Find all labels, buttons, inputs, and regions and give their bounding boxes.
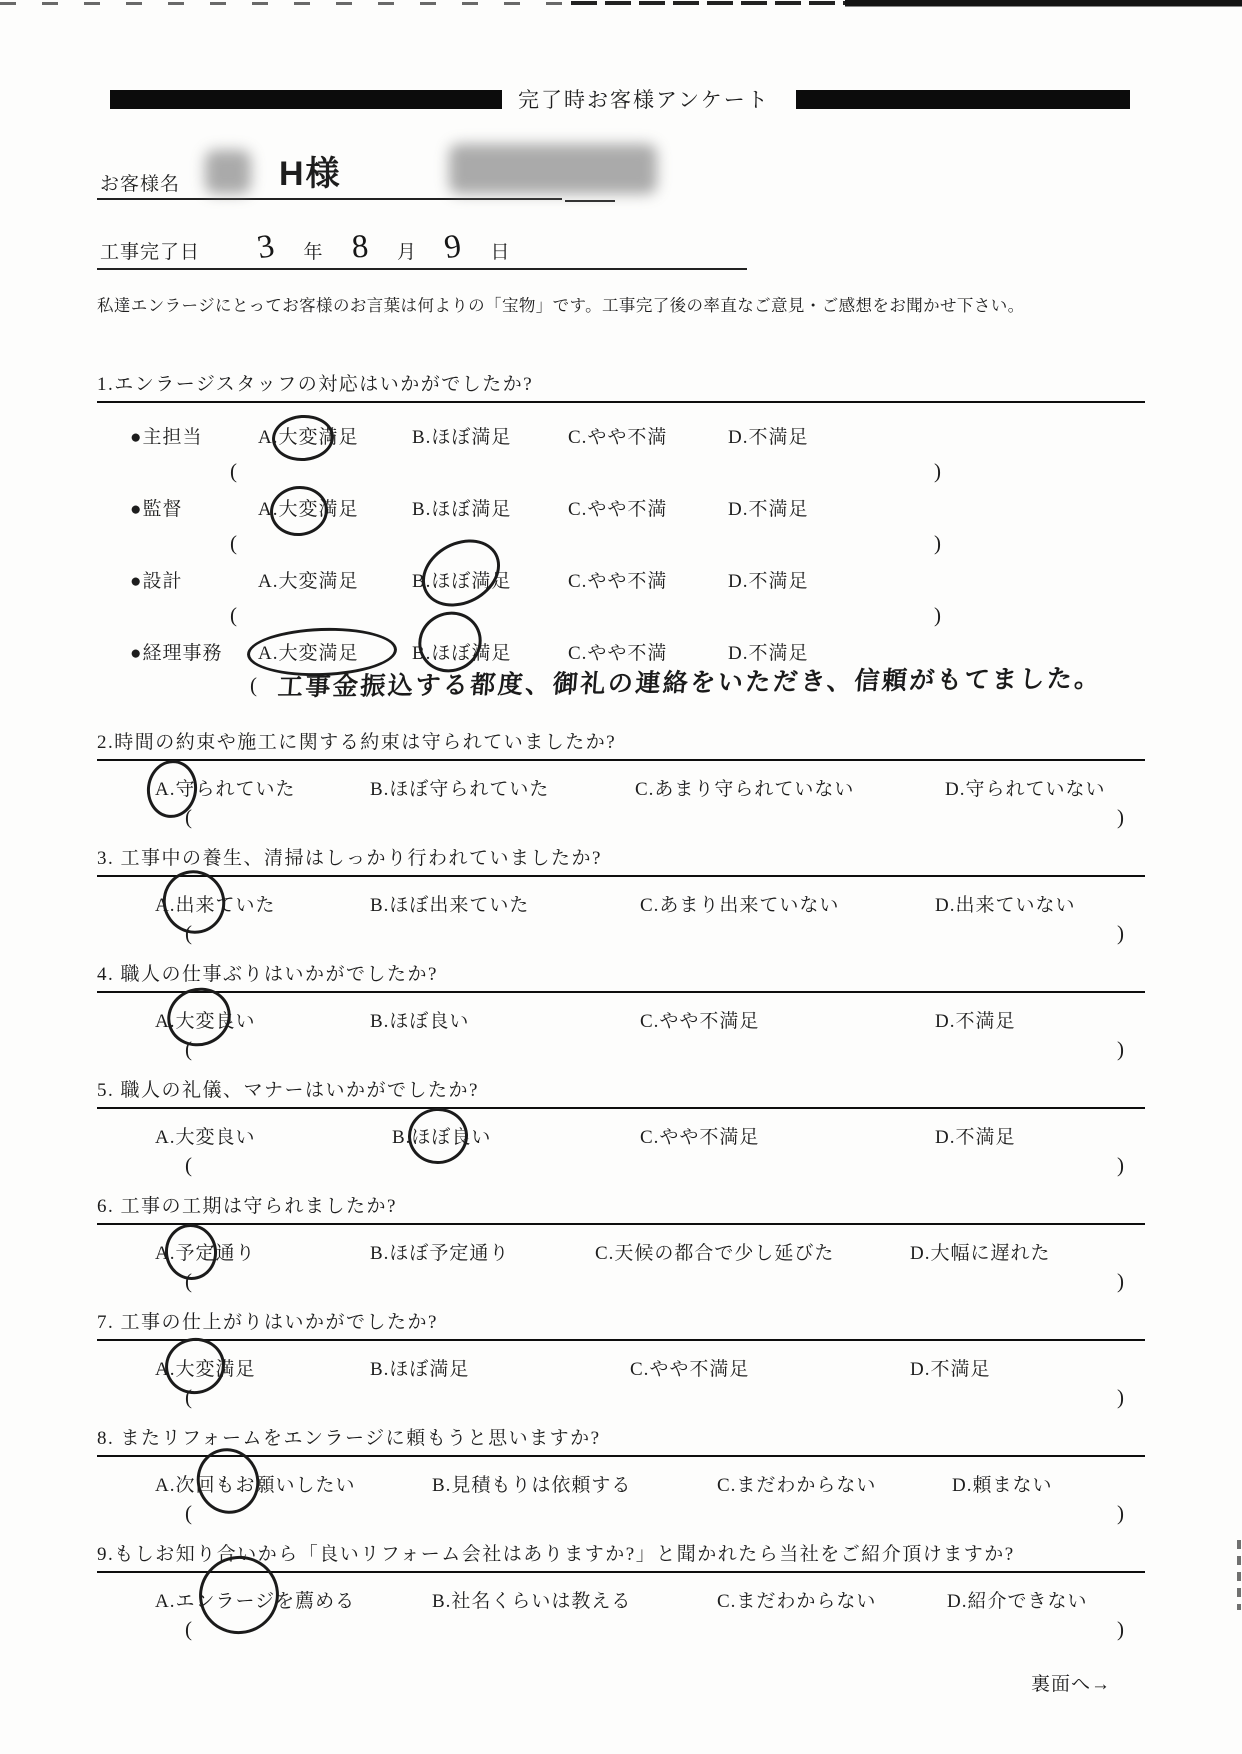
option-c: C.やや不満 [568,498,668,520]
option-d: D.不満足 [935,1010,1016,1032]
question-8 [97,1426,1145,1527]
question-title: 9.もしお知り合いから「良いリフォーム会社はありますか?」と聞かれたら当社をご紹介頂けますか? [97,1542,1145,1573]
header-black-bar-right [796,90,1130,109]
option-b: B.ほぼ守られていた [370,778,550,800]
comment-parens [185,805,1125,831]
option-d: D.不満足 [935,1126,1016,1148]
options-row [155,889,1145,917]
option-a: A.大変満足 [258,494,412,521]
option-b: B.ほぼ良い [392,1122,640,1149]
question-title: 4. 職人の仕事ぶりはいかがでしたか? [97,962,1145,993]
option-c: C.やや不満 [568,426,668,448]
row-label: ●経理事務 [130,642,223,664]
next-page-note: 裏面へ→ [1030,1674,1111,1695]
paren-open: ( [230,531,238,555]
comment-parens [185,921,1125,947]
paren-close: ) [1117,921,1125,945]
question-title: 6. 工事の工期は守られましたか? [97,1194,1145,1225]
question-title: 5. 職人の礼儀、マナーはいかがでしたか? [97,1078,1145,1109]
comment-parens [230,459,942,487]
comment-parens [185,1153,1125,1179]
paren-close: ) [1117,1153,1125,1177]
question-title: 3. 工事中の養生、清掃はしっかり行われていましたか? [97,846,1145,877]
paren-open: ( [185,1385,193,1409]
q1-row-design [130,563,1145,595]
row-label: ●監督 [130,498,183,520]
option-c: C.やや不満 [568,570,668,592]
question-2 [97,730,1145,831]
option-a: A.大変良い [155,1006,370,1033]
option-a: A.予定通り [155,1238,370,1265]
header-black-bar-left [110,90,502,109]
option-a: A.大変満足 [258,638,412,665]
question-title: 1.エンラージスタッフの対応はいかがでしたか? [97,372,1145,403]
paren-open: ( [185,1501,193,1525]
option-b: B.見積もりは依頼する [432,1474,632,1496]
month-unit: 月 [397,242,418,263]
option-d: D.不満足 [728,642,809,664]
option-d: D.出来ていない [935,894,1076,916]
paren-close: ) [1117,805,1125,829]
option-d: D.不満足 [728,426,809,448]
paren-close: ) [1117,1385,1125,1409]
comment-parens [230,531,942,559]
completion-date-label: 工事完了日 [100,242,201,263]
question-title: 7. 工事の仕上がりはいかがでしたか? [97,1310,1145,1341]
question-9 [97,1542,1145,1643]
option-a: A.大変満足 [155,1354,370,1381]
underline-extension [565,200,615,202]
options-row [155,1121,1145,1149]
option-a: A.大変満足 [258,570,359,592]
paren-close: ) [934,531,942,555]
option-c: C.やや不満 [568,642,668,664]
handwritten-year: 3 [254,227,278,267]
option-c: C.あまり出来ていない [640,894,840,916]
option-d: D.頼まない [952,1474,1053,1496]
paren-open: ( [185,1153,193,1177]
handwritten-comment: 工事金振込する都度、御礼の連絡をいただき、信頼がもてました。 [276,665,1103,702]
scan-noise-segment [0,2,571,5]
option-b: B.ほぼ満足 [412,638,568,665]
options-row [155,1353,1145,1381]
paren-open: ( [185,921,193,945]
option-b: B.ほぼ満足 [412,498,512,520]
redacted-name-blur [449,144,657,194]
option-a: A.出来ていた [155,890,370,917]
option-c: C.やや不満足 [640,1126,760,1148]
option-b: B.ほぼ予定通り [370,1242,510,1264]
row-label: ●設計 [130,570,183,592]
question-1 [97,372,1145,715]
option-a: A.大変良い [155,1126,256,1148]
options-row [155,1005,1145,1033]
option-c: C.天候の都合で少し延びた [595,1242,835,1264]
paren-open: ( [185,1617,193,1641]
paren-close: ) [934,459,942,483]
paren-close: ) [1117,1617,1125,1641]
option-b: B.ほぼ満足 [370,1358,470,1380]
options-row [155,1585,1145,1613]
scan-artifact-top [0,0,1242,8]
scan-noise-segment [845,0,1242,6]
question-7 [97,1310,1145,1411]
option-d: D.大幅に遅れた [910,1242,1051,1264]
question-3 [97,846,1145,947]
completion-date-field [97,218,747,270]
option-b: B.ほぼ良い [370,1010,470,1032]
option-c: C.まだわからない [717,1474,877,1496]
option-d: D.不満足 [728,498,809,520]
option-a: A.守られていた [155,774,370,801]
handwritten-day: 9 [441,227,465,267]
q1-row-main-contact [130,419,1145,451]
option-a: A.大変満足 [258,422,412,449]
comment-parens [185,1501,1125,1527]
options-row [155,1237,1145,1265]
paren-open: ( [250,673,258,697]
comment-parens [230,603,942,631]
scan-noise-segment [571,1,844,5]
row-label: ●主担当 [130,426,203,448]
paren-close: ) [1117,1501,1125,1525]
handwritten-comment-line [230,665,1145,715]
comment-parens [185,1269,1125,1295]
paren-open: ( [185,805,193,829]
paren-close: ) [934,603,942,627]
redacted-name-blur [205,150,251,194]
paren-open: ( [185,1269,193,1293]
question-title: 2.時間の約束や施工に関する約束は守られていましたか? [97,730,1145,761]
paren-open: ( [230,459,238,483]
option-c: C.やや不満足 [640,1010,760,1032]
option-b: B.ほぼ満足 [412,426,512,448]
completion-date-row [97,218,1145,270]
customer-name: H様 [279,155,342,193]
day-unit: 日 [490,242,511,263]
scan-artifact-right-edge [1237,1540,1241,1610]
question-4 [97,962,1145,1063]
comment-parens [185,1385,1125,1411]
option-b: B.社名くらいは教える [432,1590,632,1612]
paren-open: ( [230,603,238,627]
option-c: C.やや不満足 [630,1358,750,1380]
option-a: A.エンラージを薦める [155,1586,432,1613]
option-d: D.不満足 [728,570,809,592]
form-header [110,84,1130,114]
form-title: 完了時お客様アンケート [518,88,770,112]
year-unit: 年 [303,242,324,263]
option-d: D.紹介できない [947,1590,1088,1612]
comment-parens [185,1617,1125,1643]
customer-name-label: お客様名 [100,174,181,195]
comment-parens [185,1037,1125,1063]
question-5 [97,1078,1145,1179]
option-a: A.次回もお願いしたい [155,1470,432,1497]
paren-close: ) [1117,1037,1125,1061]
intro-text: 私達エンラージにとってお客様のお言葉は何よりの「宝物」です。工事完了後の率直なご意見・ご感想をお聞かせ下さい。 [97,296,1025,315]
customer-name-row [97,142,1145,200]
option-c: C.まだわからない [717,1590,877,1612]
options-row [155,773,1145,801]
option-c: C.あまり守られていない [635,778,855,800]
question-6 [97,1194,1145,1295]
option-d: D.不満足 [910,1358,991,1380]
option-d: D.守られていない [945,778,1106,800]
options-row [155,1469,1145,1497]
handwritten-month: 8 [350,228,371,266]
paren-close: ) [1117,1269,1125,1293]
paren-open: ( [185,1037,193,1061]
q1-row-supervisor [130,491,1145,523]
question-title: 8. またリフォームをエンラージに頼もうと思いますか? [97,1426,1145,1457]
option-b: B.ほぼ出来ていた [370,894,530,916]
option-b: B.ほぼ満足 [412,566,568,593]
